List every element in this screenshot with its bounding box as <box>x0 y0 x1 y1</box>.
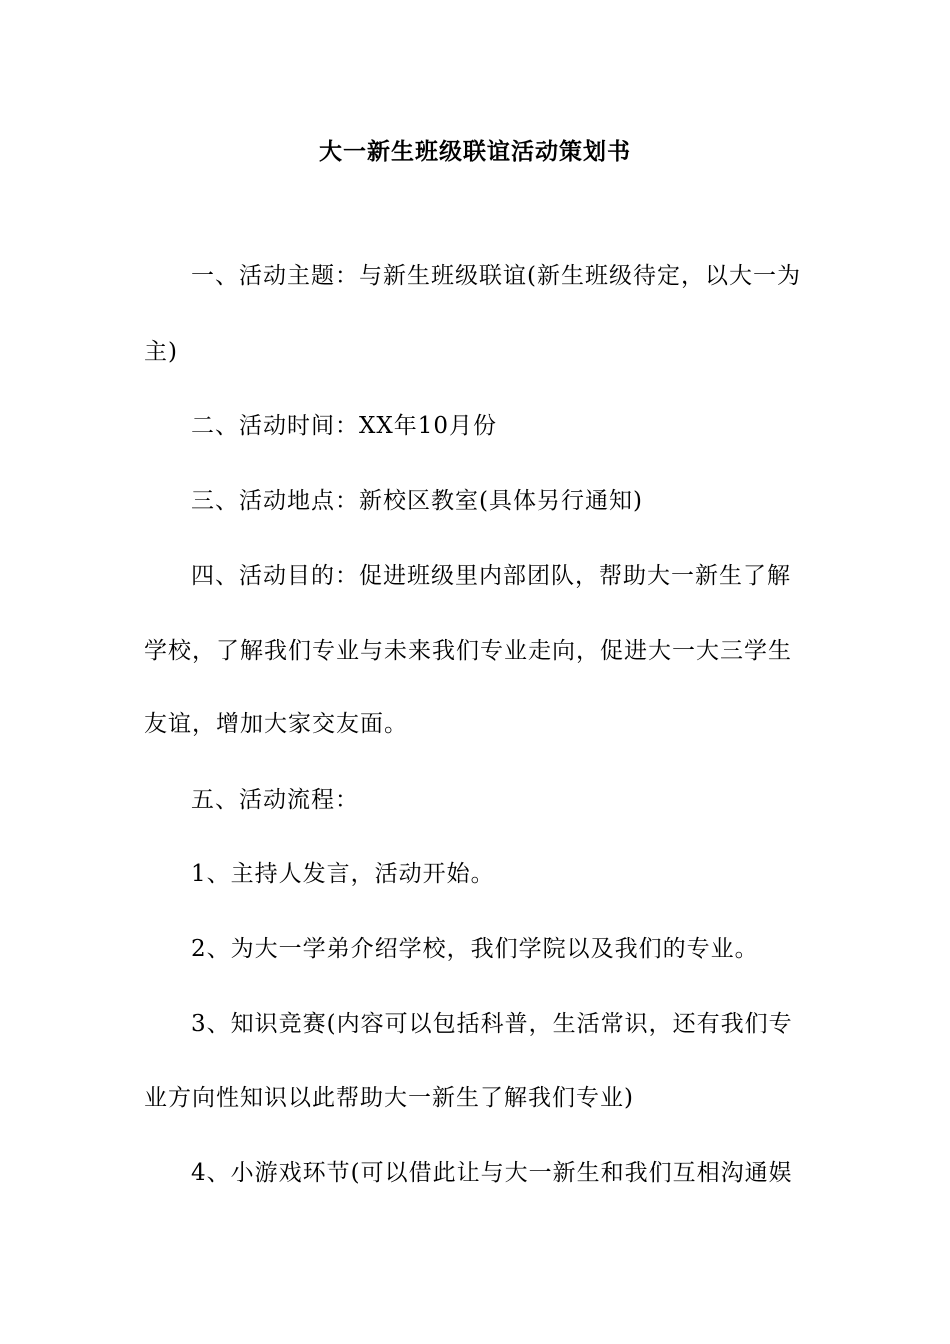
paragraph-line-time: 二、活动时间：XX年10月份 <box>191 413 498 439</box>
paragraph-line-purpose-continued-1: 学校，了解我们专业与未来我们专业走向，促进大一大三学生 <box>144 638 792 664</box>
list-item-1: 1、主持人发言，活动开始。 <box>191 861 495 887</box>
paragraph-line-location: 三、活动地点：新校区教室(具体另行通知) <box>191 488 643 514</box>
paragraph-line-theme-continued: 主) <box>144 339 178 365</box>
list-item-3-continued: 业方向性知识以此帮助大一新生了解我们专业) <box>144 1085 634 1111</box>
document-title: 大一新生班级联谊活动策划书 <box>319 138 631 165</box>
paragraph-line-theme: 一、活动主题：与新生班级联谊(新生班级待定，以大一为 <box>191 263 801 289</box>
paragraph-line-purpose-continued-2: 友谊，增加大家交友面。 <box>144 711 408 737</box>
paragraph-line-purpose: 四、活动目的：促进班级里内部团队，帮助大一新生了解 <box>191 563 791 589</box>
list-item-2: 2、为大一学弟介绍学校，我们学院以及我们的专业。 <box>191 936 759 962</box>
list-item-4: 4、小游戏环节(可以借此让与大一新生和我们互相沟通娱 <box>191 1160 793 1186</box>
list-item-3: 3、知识竞赛(内容可以包括科普，生活常识，还有我们专 <box>191 1011 793 1037</box>
section-heading-process: 五、活动流程： <box>191 787 359 813</box>
